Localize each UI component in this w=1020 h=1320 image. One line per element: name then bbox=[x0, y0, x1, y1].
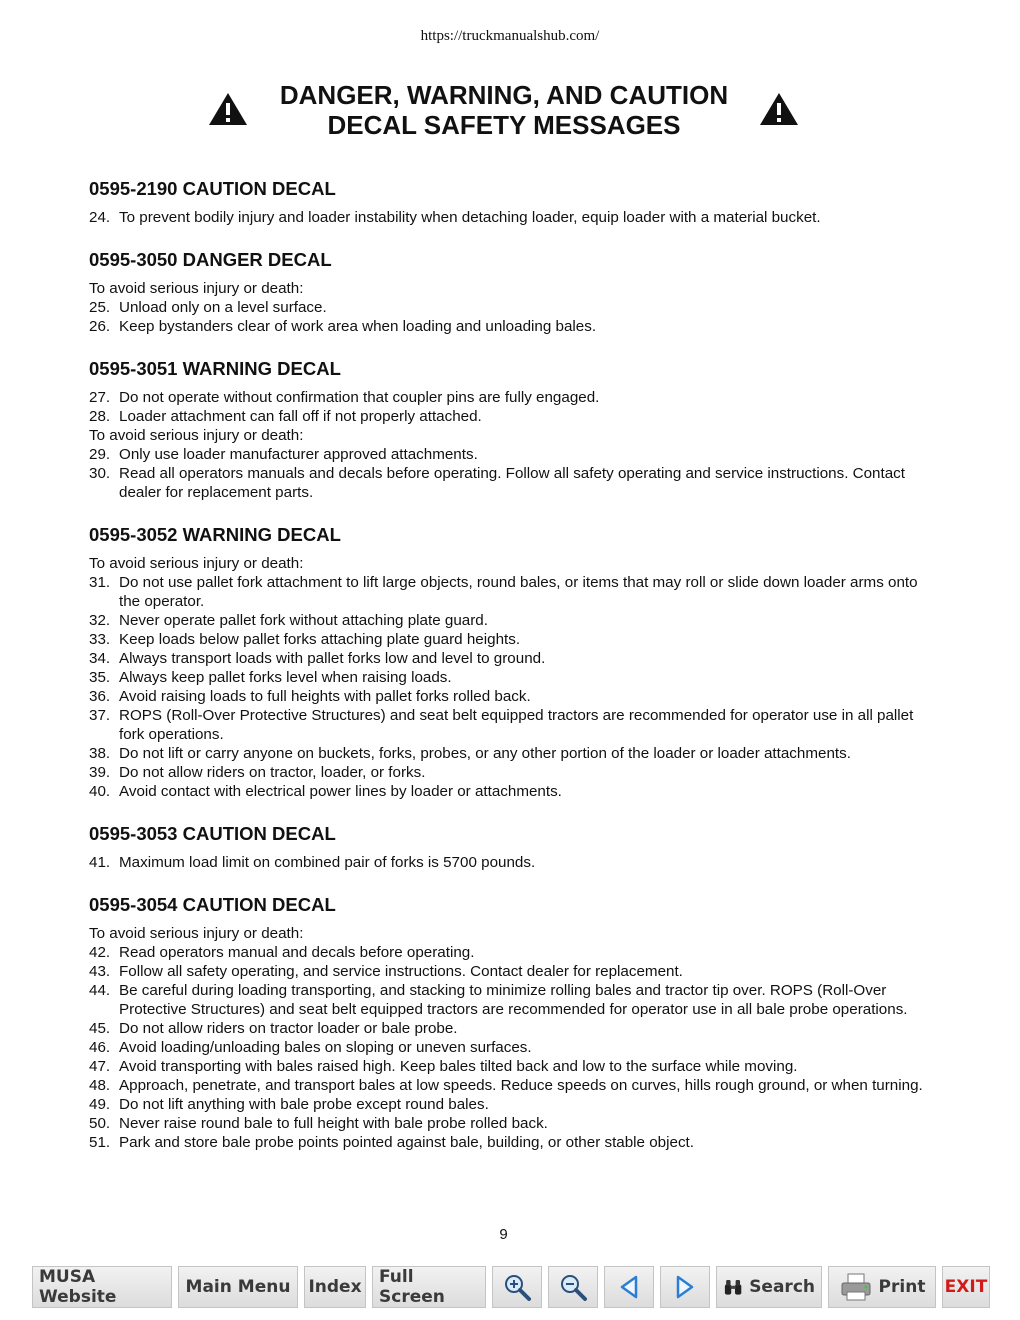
item-number: 41. bbox=[89, 854, 111, 871]
main-menu-label: Main Menu bbox=[185, 1277, 291, 1297]
list-item bbox=[89, 782, 924, 801]
item-text: Do not use pallet fork attachment to lift large objects, round bales, or items that may roll or slide down loader arms onto the operator. bbox=[119, 574, 918, 610]
next-page-button[interactable] bbox=[660, 1266, 710, 1308]
index-button[interactable] bbox=[304, 1266, 366, 1308]
item-text: Loader attachment can fall off if not properly attached. bbox=[119, 408, 482, 425]
item-number: 50. bbox=[89, 1115, 111, 1132]
item-text: Avoid loading/unloading bales on sloping or uneven surfaces. bbox=[119, 1039, 532, 1056]
item-text: Avoid transporting with bales raised high. Keep bales tilted back and low to the surface while moving. bbox=[119, 1058, 798, 1075]
intro-text: To avoid serious injury or death: bbox=[89, 925, 304, 942]
item-number: 36. bbox=[89, 688, 111, 705]
item-number: 44. bbox=[89, 982, 111, 999]
list-item bbox=[89, 687, 924, 706]
item-number: 24. bbox=[89, 209, 111, 226]
exit-button[interactable] bbox=[942, 1266, 990, 1308]
section-heading: 0595-3053 CAUTION DECAL bbox=[89, 823, 336, 844]
item-text: Never raise round bale to full height with bale probe rolled back. bbox=[119, 1115, 548, 1132]
list-item bbox=[89, 317, 924, 336]
list-item bbox=[89, 1095, 924, 1114]
item-number: 30. bbox=[89, 465, 111, 482]
intro-text: To avoid serious injury or death: bbox=[89, 427, 304, 444]
item-text: Unload only on a level surface. bbox=[119, 299, 327, 316]
item-number: 35. bbox=[89, 669, 111, 686]
decal-section bbox=[89, 522, 924, 801]
item-number: 34. bbox=[89, 650, 111, 667]
search-button[interactable] bbox=[716, 1266, 822, 1308]
zoom-out-button[interactable] bbox=[548, 1266, 598, 1308]
section-heading: 0595-3050 DANGER DECAL bbox=[89, 249, 332, 270]
item-number: 47. bbox=[89, 1058, 111, 1075]
item-text: Do not lift or carry anyone on buckets, forks, probes, or any other portion of the loader or loader attachments. bbox=[119, 745, 851, 762]
full-screen-button[interactable] bbox=[372, 1266, 486, 1308]
list-item bbox=[89, 611, 924, 630]
list-item bbox=[89, 668, 924, 687]
intro-text: To avoid serious injury or death: bbox=[89, 555, 304, 572]
item-text: Do not allow riders on tractor, loader, or forks. bbox=[119, 764, 426, 781]
triangle-left-icon bbox=[618, 1274, 640, 1300]
index-label: Index bbox=[308, 1277, 362, 1297]
list-item bbox=[89, 763, 924, 782]
list-item bbox=[89, 1133, 924, 1152]
item-number: 28. bbox=[89, 408, 111, 425]
decal-section bbox=[89, 356, 924, 502]
list-item bbox=[89, 445, 924, 464]
zoom-out-icon bbox=[558, 1272, 588, 1302]
list-item bbox=[89, 208, 924, 227]
item-number: 49. bbox=[89, 1096, 111, 1113]
list-item bbox=[89, 649, 924, 668]
item-text: Always keep pallet forks level when raising loads. bbox=[119, 669, 452, 686]
item-text: Approach, penetrate, and transport bales at low speeds. Reduce speeds on curves, hills rough ground, or when turning. bbox=[119, 1077, 923, 1094]
warning-triangle-icon bbox=[207, 91, 249, 127]
decal-section bbox=[89, 892, 924, 1152]
intro-text: To avoid serious injury or death: bbox=[89, 280, 304, 297]
item-text: Read all operators manuals and decals before operating. Follow all safety operating and service instructions. Contact dealer for replacement parts. bbox=[119, 465, 905, 501]
full-screen-label: Full Screen bbox=[379, 1267, 445, 1307]
source-url: https://truckmanualshub.com/ bbox=[420, 28, 600, 44]
page-number: 9 bbox=[499, 1226, 508, 1243]
decal-sections bbox=[89, 176, 924, 1172]
item-text: Do not operate without confirmation that coupler pins are fully engaged. bbox=[119, 389, 600, 406]
print-label: Print bbox=[878, 1277, 926, 1297]
list-item bbox=[89, 981, 924, 1019]
item-number: 42. bbox=[89, 944, 111, 961]
list-item bbox=[89, 407, 924, 426]
item-text: ROPS (Roll-Over Protective Structures) and seat belt equipped tractors are recommended for operator use in all pallet fork operations. bbox=[119, 707, 914, 743]
warning-triangle-icon bbox=[758, 91, 800, 127]
print-button[interactable] bbox=[828, 1266, 936, 1308]
zoom-in-icon bbox=[502, 1272, 532, 1302]
item-text: Avoid contact with electrical power lines by loader or attachments. bbox=[119, 783, 562, 800]
item-number: 45. bbox=[89, 1020, 111, 1037]
section-heading: 0595-3054 CAUTION DECAL bbox=[89, 894, 336, 915]
list-item bbox=[89, 1019, 924, 1038]
list-item bbox=[89, 630, 924, 649]
page-title bbox=[254, 80, 754, 140]
item-number: 46. bbox=[89, 1039, 111, 1056]
triangle-right-icon bbox=[674, 1274, 696, 1300]
item-text: Do not allow riders on tractor loader or bale probe. bbox=[119, 1020, 458, 1037]
item-number: 39. bbox=[89, 764, 111, 781]
list-item bbox=[89, 1114, 924, 1133]
item-number: 48. bbox=[89, 1077, 111, 1094]
zoom-in-button[interactable] bbox=[492, 1266, 542, 1308]
list-item bbox=[89, 464, 924, 502]
item-text: Only use loader manufacturer approved attachments. bbox=[119, 446, 478, 463]
previous-page-button[interactable] bbox=[604, 1266, 654, 1308]
main-menu-button[interactable] bbox=[178, 1266, 298, 1308]
search-label: Search bbox=[749, 1277, 815, 1297]
title-line-2: DECAL SAFETY MESSAGES bbox=[327, 110, 681, 140]
item-number: 40. bbox=[89, 783, 111, 800]
item-text: Keep bystanders clear of work area when loading and unloading bales. bbox=[119, 318, 597, 335]
musa-website-button[interactable] bbox=[32, 1266, 172, 1308]
item-number: 31. bbox=[89, 574, 111, 591]
list-item bbox=[89, 573, 924, 611]
list-item bbox=[89, 388, 924, 407]
list-item bbox=[89, 298, 924, 317]
item-text: To prevent bodily injury and loader instability when detaching loader, equip loader with a material bucket. bbox=[119, 209, 821, 226]
item-text: Avoid raising loads to full heights with pallet forks rolled back. bbox=[119, 688, 531, 705]
list-item bbox=[89, 962, 924, 981]
item-number: 25. bbox=[89, 299, 111, 316]
printer-icon bbox=[839, 1272, 873, 1302]
section-heading: 0595-3051 WARNING DECAL bbox=[89, 358, 341, 379]
decal-section bbox=[89, 247, 924, 336]
item-number: 38. bbox=[89, 745, 111, 762]
item-text: Be careful during loading transporting, and stacking to minimize rolling bales and tractor tip over. ROPS (Roll-Over Protective Structures) and seat belt equipped tractors are recommended for operator use in all bale probe operations. bbox=[119, 982, 908, 1018]
item-text: Maximum load limit on combined pair of forks is 5700 pounds. bbox=[119, 854, 536, 871]
item-text: Do not lift anything with bale probe except round bales. bbox=[119, 1096, 489, 1113]
section-heading: 0595-3052 WARNING DECAL bbox=[89, 524, 341, 545]
musa-website-label: MUSA Website bbox=[39, 1267, 117, 1307]
item-text: Never operate pallet fork without attaching plate guard. bbox=[119, 612, 488, 629]
item-number: 43. bbox=[89, 963, 111, 980]
decal-section bbox=[89, 821, 924, 872]
item-number: 27. bbox=[89, 389, 111, 406]
list-item bbox=[89, 1038, 924, 1057]
item-text: Always transport loads with pallet forks low and level to ground. bbox=[119, 650, 546, 667]
list-item bbox=[89, 744, 924, 763]
item-text: Keep loads below pallet forks attaching plate guard heights. bbox=[119, 631, 521, 648]
list-item bbox=[89, 853, 924, 872]
decal-section bbox=[89, 176, 924, 227]
section-heading: 0595-2190 CAUTION DECAL bbox=[89, 178, 336, 199]
item-number: 29. bbox=[89, 446, 111, 463]
item-text: Follow all safety operating, and service instructions. Contact dealer for replacement. bbox=[119, 963, 683, 980]
item-number: 51. bbox=[89, 1134, 111, 1151]
item-number: 26. bbox=[89, 318, 111, 335]
navigation-toolbar bbox=[32, 1266, 990, 1308]
title-line-1: DANGER, WARNING, AND CAUTION bbox=[279, 80, 729, 110]
list-item bbox=[89, 706, 924, 744]
list-item bbox=[89, 943, 924, 962]
item-number: 33. bbox=[89, 631, 111, 648]
item-number: 37. bbox=[89, 707, 111, 724]
list-item bbox=[89, 1076, 924, 1095]
item-number: 32. bbox=[89, 612, 111, 629]
item-text: Park and store bale probe points pointed against bale, building, or other stable object. bbox=[119, 1134, 694, 1151]
page-header bbox=[0, 80, 1020, 144]
item-text: Read operators manual and decals before operating. bbox=[119, 944, 475, 961]
list-item bbox=[89, 1057, 924, 1076]
binoculars-icon bbox=[723, 1273, 743, 1301]
exit-label: EXIT bbox=[944, 1277, 988, 1297]
